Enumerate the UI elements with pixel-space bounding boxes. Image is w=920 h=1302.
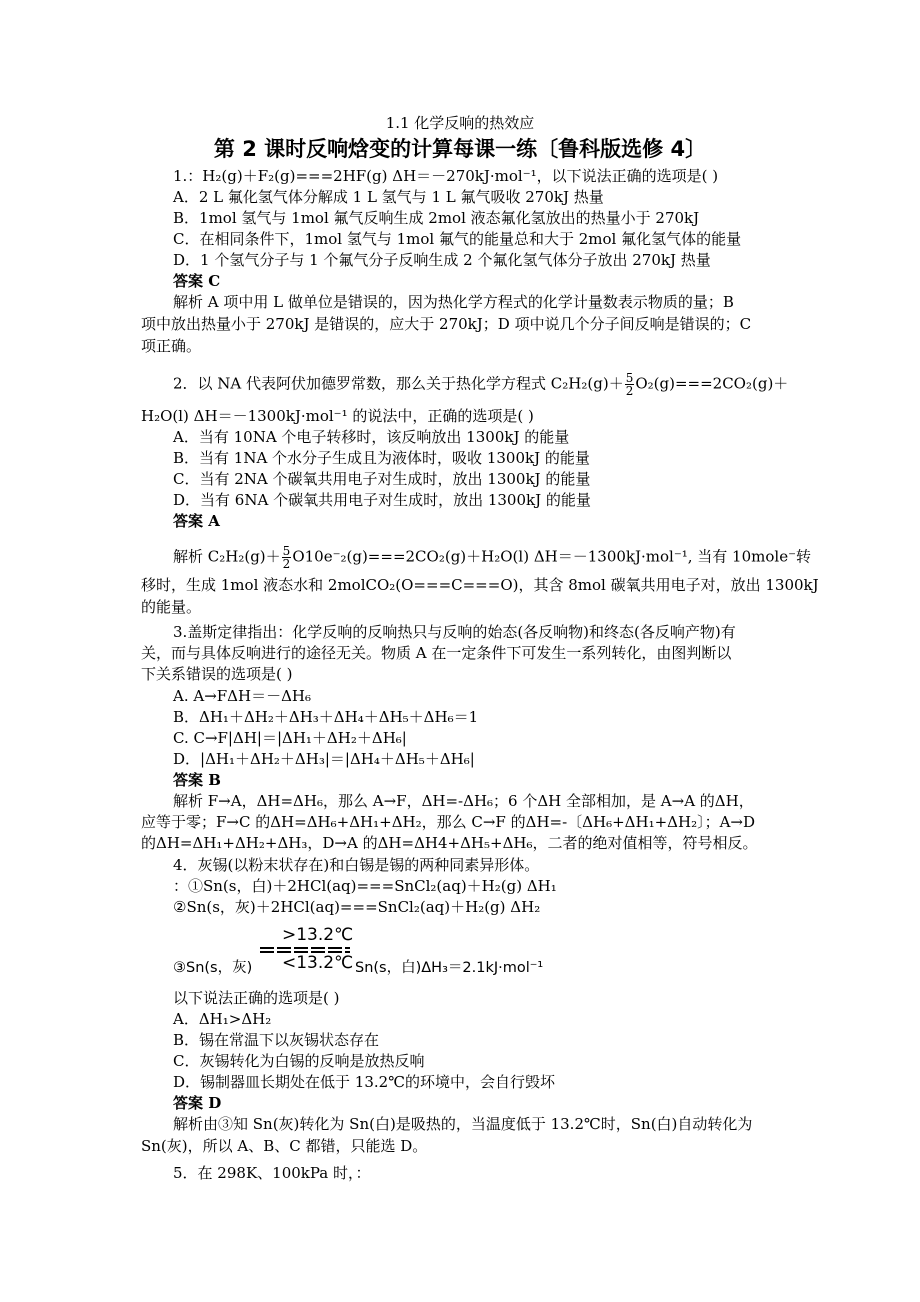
q3-option-a: A. A→FΔH＝－ΔH₆ [173, 687, 312, 705]
q1-option-b: B．1mol 氢气与 1mol 氟气反响生成 2mol 液态氟化氢放出的热量小于 270kJ [173, 209, 700, 227]
q4-option-c: C．灰锡转化为白锡的反响是放热反响 [173, 1052, 425, 1070]
q4-option-d: D．锡制器皿长期处在低于 13.2℃的环境中，会自行毁坏 [173, 1073, 555, 1091]
q4-equation-3-right: Sn(s，白)ΔH₃＝2.1kJ·mol⁻¹ [355, 960, 544, 976]
q2-stem-text: O₂(g)===2CO₂(g)＋ [635, 374, 789, 393]
q3-option-c: C. C→F|ΔH|＝|ΔH₁＋ΔH₂＋ΔH₆| [173, 729, 407, 747]
q2-analysis-text: O10e⁻₂(g)===2CO₂(g)＋H₂O(l) ΔH＝－1300kJ·mol⁻¹, 当有 10mole⁻转 [292, 547, 811, 566]
condition-above: >13.2℃ [282, 925, 354, 945]
section-subtitle: 1.1 化学反响的热效应 [385, 114, 535, 132]
reversible-arrow-condition [258, 926, 354, 972]
page-title: 第 2 课时反响焓变的计算每课一练〔鲁科版选修 4〕 [213, 137, 707, 161]
q4-analysis-line: Sn(灰)，所以 A、B、C 都错，只能选 D。 [141, 1137, 428, 1155]
q1-option-d: D．1 个氢气分子与 1 个氟气分子反响生成 2 个氟化氢气体分子放出 270kJ 热量 [173, 251, 711, 269]
q4-equation-1: ：①Sn(s，白)＋2HCl(aq)===SnCl₂(aq)＋H₂(g) ΔH₁ [173, 877, 557, 895]
q2-answer: 答案 A [173, 512, 220, 530]
q1-analysis-line: 项中放出热量小于 270kJ 是错误的，应大于 270kJ；D 项中说几个分子间反响是错误的；C [141, 315, 752, 333]
q2-stem-line [173, 372, 788, 397]
q5-stem: 5．在 298K、100kPa 时，： [173, 1164, 371, 1182]
q4-analysis-line: 解析由③知 Sn(灰)转化为 Sn(白)是吸热的，当温度低于 13.2℃时，Sn(白)自动转化为 [173, 1115, 753, 1133]
q3-option-d: D．|ΔH₁＋ΔH₂＋ΔH₃|＝|ΔH₄＋ΔH₅＋ΔH₆| [173, 750, 475, 768]
q1-answer: 答案 C [173, 272, 221, 290]
q4-prompt: 以下说法正确的选项是( ) [173, 989, 340, 1007]
q2-option-b: B．当有 1NA 个水分子生成且为液体时，吸收 1300kJ 的能量 [173, 449, 590, 467]
q4-equation-2: ②Sn(s，灰)＋2HCl(aq)===SnCl₂(aq)＋H₂(g) ΔH₂ [173, 898, 541, 916]
q1-stem: 1.：H₂(g)＋F₂(g)===2HF(g) ΔH＝－270kJ·mol⁻¹，以下说法正确的选项是( ) [173, 167, 719, 185]
q4-stem: 4．灰锡(以粉末状存在)和白锡是锡的两种同素异形体。 [173, 856, 540, 874]
q3-analysis-line: 应等于零；F→C 的ΔH=ΔH₆+ΔH₁+ΔH₂，那么 C→F 的ΔH=-〔ΔH₆+ΔH₁+ΔH₂〕；A→D [141, 813, 756, 831]
q2-option-d: D．当有 6NA 个碳氧共用电子对生成时，放出 1300kJ 的能量 [173, 491, 591, 509]
q3-analysis-line: 解析 F→A，ΔH=ΔH₆，那么 A→F，ΔH=-ΔH₆；6 个ΔH 全部相加，是 A→A 的ΔH， [173, 792, 754, 810]
q2-option-c: C．当有 2NA 个碳氧共用电子对生成时，放出 1300kJ 的能量 [173, 470, 591, 488]
q1-analysis-line: 解析 A 项中用 L 做单位是错误的，因为热化学方程式的化学计量数表示物质的量；B [173, 293, 734, 311]
q4-option-a: A．ΔH₁>ΔH₂ [173, 1010, 272, 1028]
q4-answer: 答案 D [173, 1094, 222, 1112]
q2-stem-text: 2．以 NA 代表阿伏加德罗常数，那么关于热化学方程式 C₂H₂(g)＋ [173, 374, 624, 393]
condition-below: <13.2℃ [282, 953, 354, 973]
q2-option-a: A．当有 10NA 个电子转移时，该反响放出 1300kJ 的能量 [173, 428, 570, 446]
q3-stem-line: 下关系错误的选项是( ) [141, 665, 293, 683]
q2-analysis-text: 解析 C₂H₂(g)＋ [173, 547, 281, 566]
q2-analysis-line: 移时，生成 1mol 液态水和 2molCO₂(O===C===O)，其含 8mol 碳氧共用电子对，放出 1300kJ [141, 576, 819, 594]
q3-option-b: B．ΔH₁＋ΔH₂＋ΔH₃＋ΔH₄＋ΔH₅＋ΔH₆＝1 [173, 708, 479, 726]
fraction-numerator: 5 [625, 371, 634, 385]
q1-option-a: A．2 L 氟化氢气体分解成 1 L 氢气与 1 L 氟气吸收 270kJ 热量 [173, 188, 604, 206]
q3-stem-line: 3.盖斯定律指出：化学反响的反响热只与反响的始态(各反响物)和终态(各反响产物)有 [173, 623, 736, 641]
q3-answer: 答案 B [173, 771, 221, 789]
q1-analysis-line: 项正确。 [141, 337, 202, 355]
q4-equation-3-left: ③Sn(s，灰) [173, 960, 253, 976]
q2-stem-line: H₂O(l) ΔH＝－1300kJ·mol⁻¹ 的说法中，正确的选项是( ) [141, 407, 534, 425]
q3-analysis-line: 的ΔH=ΔH₁+ΔH₂+ΔH₃，D→A 的ΔH=ΔH4+ΔH₅+ΔH₆，二者的绝对值相等，符号相反。 [141, 834, 758, 852]
q2-analysis-line [173, 545, 811, 570]
q2-analysis-line: 的能量。 [141, 598, 202, 616]
fraction-5-over-2 [625, 372, 635, 397]
fraction-numerator: 5 [282, 544, 291, 558]
fraction-denominator: 2 [282, 557, 291, 571]
q1-option-c: C．在相同条件下，1mol 氢气与 1mol 氟气的能量总和大于 2mol 氟化氢气体的能量 [173, 230, 742, 248]
q4-option-b: B．锡在常温下以灰锡状态存在 [173, 1031, 380, 1049]
fraction-5-over-2 [282, 545, 292, 570]
q3-stem-line: 关，而与具体反响进行的途径无关。物质 A 在一定条件下可发生一系列转化，由图判断以 [141, 644, 732, 662]
fraction-denominator: 2 [625, 384, 634, 398]
